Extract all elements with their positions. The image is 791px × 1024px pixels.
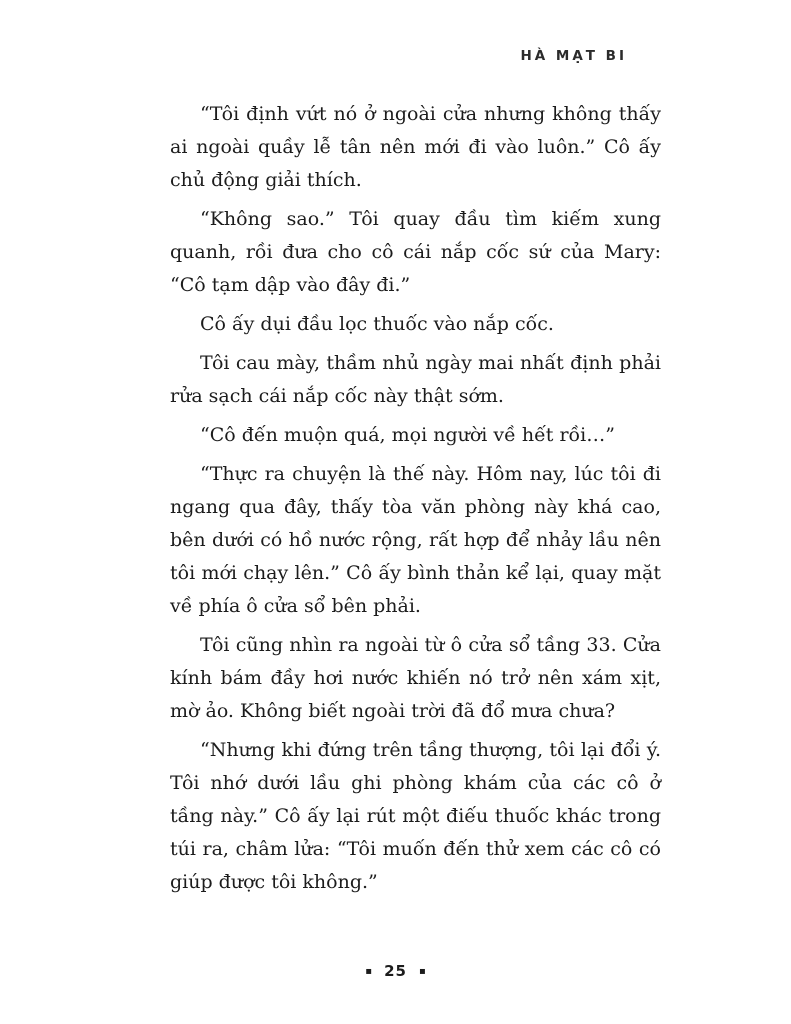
page-number: 25 (384, 962, 407, 980)
paragraph: Cô ấy dụi đầu lọc thuốc vào nắp cốc. (200, 313, 554, 335)
paragraph: Tôi cau mày, thầm nhủ ngày mai nhất định phải rửa sạch cái nắp cốc này thật sớm. (170, 352, 661, 407)
paragraph: “Không sao.” Tôi quay đầu tìm kiếm xung quanh, rồi đưa cho cô cái nắp cốc sứ của Mary: “Cô tạm dập vào đây đi.” (170, 208, 661, 296)
paragraph: Tôi cũng nhìn ra ngoài từ ô cửa sổ tầng 33. Cửa kính bám đầy hơi nước khiến nó trở nên xám xịt, mờ ảo. Không biết ngoài trời đã đổ mưa chưa? (170, 634, 661, 722)
footer-left-square-marker: ▪ (365, 966, 372, 977)
paragraph: “Thực ra chuyện là thế này. Hôm nay, lúc tôi đi ngang qua đây, thấy tòa văn phòng này khá cao, bên dưới có hồ nước rộng, rất hợp để nhảy lầu nên tôi mới chạy lên.” Cô ấy bình thản kể lại, quay mặt về phía ô cửa sổ bên phải. (170, 463, 661, 617)
paragraph: “Cô đến muộn quá, mọi người về hết rồi…” (200, 424, 615, 446)
paragraph: “Tôi định vứt nó ở ngoài cửa nhưng không thấy ai ngoài quầy lễ tân nên mới đi vào luôn.” Cô ấy chủ động giải thích. (170, 103, 661, 191)
paragraph: “Nhưng khi đứng trên tầng thượng, tôi lại đổi ý. Tôi nhớ dưới lầu ghi phòng khám của các cô ở tầng này.” Cô ấy lại rút một điếu thuốc khác trong túi ra, châm lửa: “Tôi muốn đến thử xem các cô có giúp được tôi không.” (170, 739, 661, 893)
running-head-author: HÀ MẠT BI (520, 48, 627, 64)
page-footer (0, 961, 791, 980)
page-body-text (170, 98, 661, 899)
footer-right-square-marker: ▪ (419, 966, 426, 977)
